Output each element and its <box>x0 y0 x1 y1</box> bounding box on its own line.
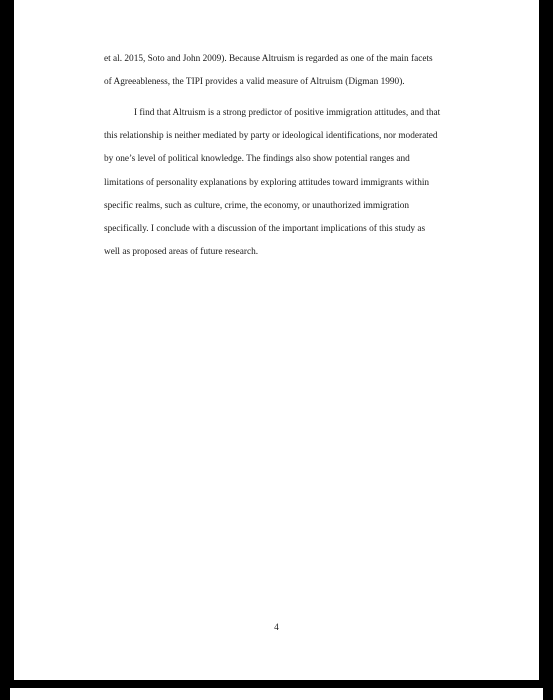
document-page <box>14 0 539 680</box>
text-line: well as proposed areas of future research. <box>104 247 259 257</box>
text-line: specifically. I conclude with a discussion of the important implications of this study as <box>104 224 426 234</box>
text-line: limitations of personality explanations by exploring attitudes toward immigrants within <box>104 178 430 188</box>
page-number: 4 <box>274 623 279 633</box>
next-page-edge <box>10 688 543 700</box>
text-line: specific realms, such as culture, crime, the economy, or unauthorized immigration <box>104 201 410 211</box>
text-line: of Agreeableness, the TIPI provides a valid measure of Altruism (Digman 1990). <box>104 77 405 87</box>
text-line-indented: I find that Altruism is a strong predictor of positive immigration attitudes, and that <box>134 108 441 118</box>
text-line: this relationship is neither mediated by party or ideological identifications, nor moderated <box>104 131 438 141</box>
text-line: et al. 2015, Soto and John 2009). Because Altruism is regarded as one of the main facets <box>104 54 433 64</box>
text-line: by one’s level of political knowledge. The findings also show potential ranges and <box>104 154 410 164</box>
